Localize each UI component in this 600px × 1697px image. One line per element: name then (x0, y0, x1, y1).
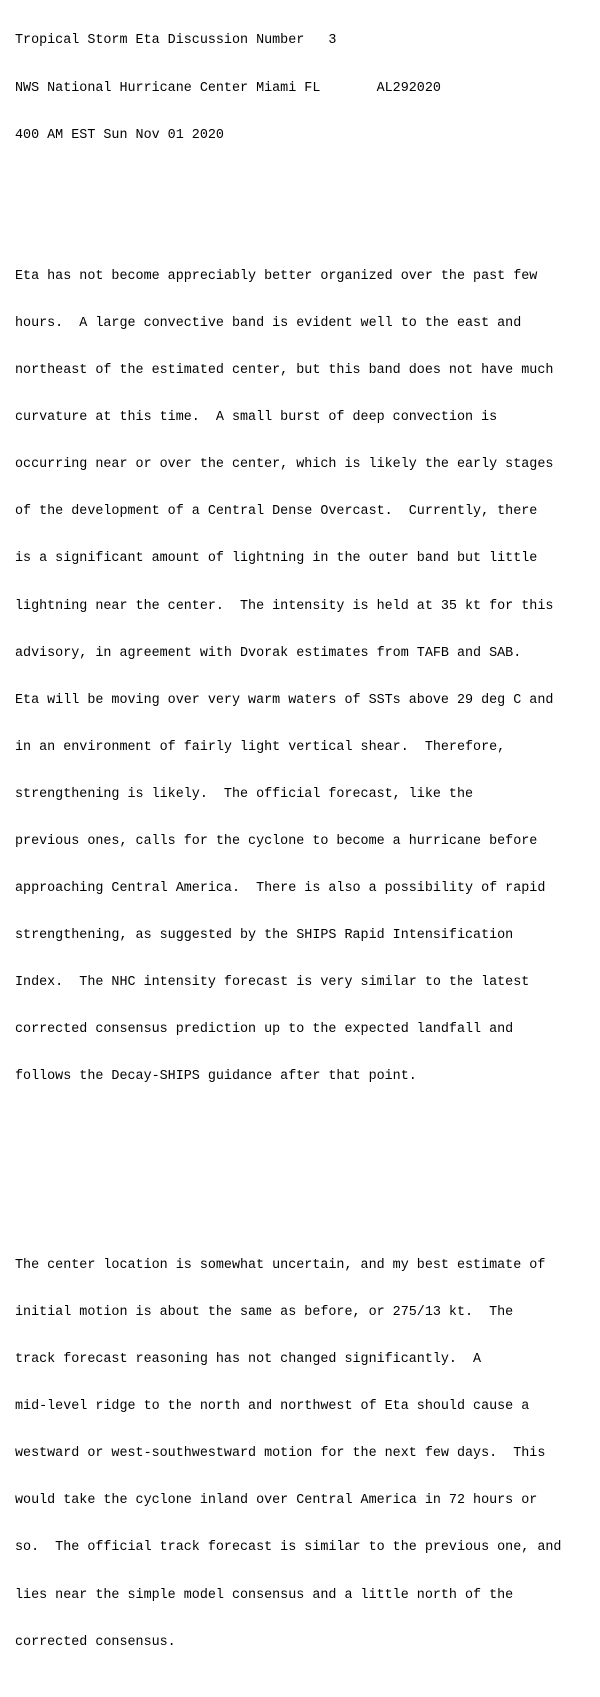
text-line: is a significant amount of lightning in the outer band but little (15, 551, 538, 567)
text-line: in an environment of fairly light vertical shear. Therefore, (15, 739, 506, 755)
text-line: track forecast reasoning has not changed significantly. A (15, 1352, 482, 1368)
paragraph-intensity (15, 237, 600, 1116)
text-line: follows the Decay-SHIPS guidance after that point. (15, 1069, 417, 1085)
blank-line (15, 175, 600, 191)
header-office: NWS National Hurricane Center Miami FL AL292020 (15, 80, 441, 96)
text-line: initial motion is about the same as before, or 275/13 kt. The (15, 1304, 514, 1320)
blank-line (15, 1164, 600, 1180)
text-line: lightning near the center. The intensity is held at 35 kt for this (15, 598, 554, 614)
text-line: strengthening, as suggested by the SHIPS Rapid Intensification (15, 928, 514, 944)
paragraph-track (15, 1226, 600, 1681)
text-line: corrected consensus. (15, 1634, 176, 1650)
text-line: previous ones, calls for the cyclone to become a hurricane before (15, 834, 538, 850)
text-line: Index. The NHC intensity forecast is very similar to the latest (15, 975, 530, 991)
text-line: mid-level ridge to the north and northwest of Eta should cause a (15, 1399, 530, 1415)
text-line: Eta has not become appreciably better organized over the past few (15, 268, 538, 284)
text-line: The center location is somewhat uncertain, and my best estimate of (15, 1257, 546, 1273)
text-line: would take the cyclone inland over Central America in 72 hours or (15, 1493, 538, 1509)
discussion-document (15, 2, 600, 1697)
header-title: Tropical Storm Eta Discussion Number 3 (15, 33, 337, 49)
text-line: Eta will be moving over very warm waters of SSTs above 29 deg C and (15, 692, 554, 708)
text-line: advisory, in agreement with Dvorak estimates from TAFB and SAB. (15, 645, 522, 661)
text-line: occurring near or over the center, which is likely the early stages (15, 457, 554, 473)
text-line: corrected consensus prediction up to the expected landfall and (15, 1022, 514, 1038)
text-line: lies near the simple model consensus and a little north of the (15, 1587, 514, 1603)
text-line: curvature at this time. A small burst of deep convection is (15, 410, 498, 426)
text-line: strengthening is likely. The official forecast, like the (15, 786, 474, 802)
text-line: approaching Central America. There is also a possibility of rapid (15, 881, 546, 897)
text-line: westward or west-southwestward motion for the next few days. This (15, 1446, 546, 1462)
text-line: northeast of the estimated center, but this band does not have much (15, 363, 554, 379)
text-line: of the development of a Central Dense Overcast. Currently, there (15, 504, 538, 520)
header-timestamp: 400 AM EST Sun Nov 01 2020 (15, 127, 224, 143)
text-line: so. The official track forecast is similar to the previous one, and (15, 1540, 562, 1556)
text-line: hours. A large convective band is evident well to the east and (15, 315, 522, 331)
